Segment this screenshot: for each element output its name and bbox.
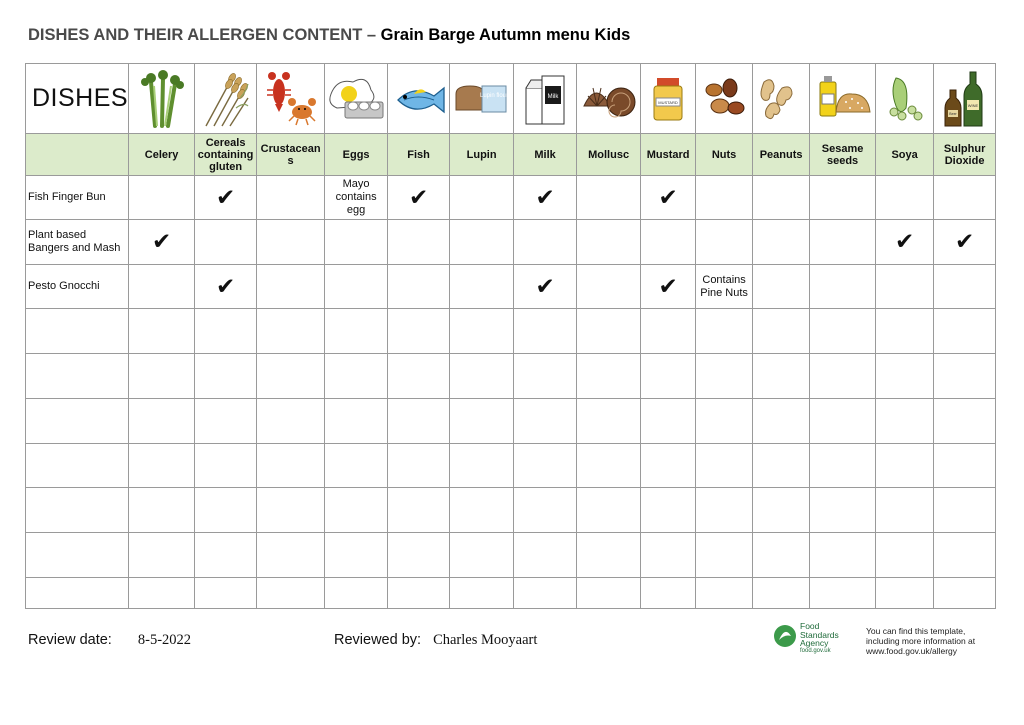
allergen-cell [129,354,195,399]
review-date-value: 8-5-2022 [137,632,192,648]
lupin-icon [452,68,512,130]
allergen-cell [388,488,450,533]
allergen-cell [577,220,641,265]
reviewed-by-label: Reviewed by: [334,632,422,648]
allergen-cell [810,220,876,265]
allergen-cell [514,533,577,578]
allergen-label-eggs: Eggs [325,134,388,176]
allergen-label-sesame: Sesame seeds [810,134,876,176]
allergen-cell [388,578,450,609]
table-row [26,444,996,488]
allergen-cell [753,309,810,354]
allergen-tick: ✔ [641,265,696,309]
allergen-cell [325,220,388,265]
allergen-cell [450,220,514,265]
mollusc-icon [580,68,638,130]
allergen-label-soya: Soya [876,134,934,176]
allergen-cell [257,220,325,265]
milk-icon [522,68,568,130]
allergen-cell [696,399,753,444]
allergen-cell [450,176,514,220]
fsa-url: food.gov.uk [800,648,831,654]
allergen-cell [876,176,934,220]
allergen-tick: ✔ [514,176,577,220]
celery-icon [137,68,187,130]
dish-name-cell [26,578,129,609]
review-date-label: Review date: [28,632,112,648]
fsa-name-1: Food [800,621,820,631]
allergen-cell [810,399,876,444]
allergen-cell [641,578,696,609]
reviewed-by [334,632,537,649]
allergen-cell [514,354,577,399]
allergen-label-fish: Fish [388,134,450,176]
allergen-label-peanuts: Peanuts [753,134,810,176]
allergen-cell [753,578,810,609]
allergen-cell [810,176,876,220]
table-row [26,399,996,444]
allergen-cell [577,309,641,354]
allergen-cell [876,309,934,354]
allergen-cell [257,533,325,578]
allergen-cell [129,309,195,354]
allergen-table [25,63,996,609]
peanuts-icon [756,68,806,130]
svg-text:Lupin flour: Lupin flour [479,92,508,99]
soya-icon [880,68,930,130]
allergen-cell [514,488,577,533]
allergen-cell [934,444,996,488]
allergen-cell [129,444,195,488]
allergen-cell [696,444,753,488]
fsa-name-2: Standards [800,629,839,640]
crustaceans-icon [264,68,318,130]
allergen-cell [195,444,257,488]
allergen-cell [876,265,934,309]
allergen-cell [450,354,514,399]
allergen-cell [325,488,388,533]
allergen-label-crustaceans: Crustacean s [257,134,325,176]
dish-name-cell [26,399,129,444]
allergen-cell [696,488,753,533]
dish-name-cell [26,488,129,533]
allergen-cell [753,533,810,578]
table-row [26,176,996,220]
allergen-cell [325,309,388,354]
dish-name-cell: Fish Finger Bun [26,176,129,220]
fsa-name-3: Agency [800,638,829,648]
allergen-cell [696,176,753,220]
table-row [26,578,996,609]
allergen-cell [257,399,325,444]
allergen-cell [257,354,325,399]
dishes-header: DISHES [26,64,129,134]
allergen-label-row [26,134,996,176]
svg-text:MUSTARD: MUSTARD [658,99,678,105]
allergen-cell [876,578,934,609]
dish-rows [26,176,996,609]
allergen-cell [257,488,325,533]
allergen-cell [577,444,641,488]
allergen-cell [325,265,388,309]
svg-text:Beer: Beer [948,111,957,116]
allergen-cell [388,533,450,578]
allergen-cell [129,578,195,609]
allergen-cell [514,399,577,444]
allergen-label-lupin: Lupin [450,134,514,176]
allergen-cell [257,265,325,309]
allergen-cell [934,265,996,309]
allergen-cell [753,354,810,399]
allergen-cell [641,220,696,265]
allergen-label-mustard: Mustard [641,134,696,176]
allergen-cell [325,578,388,609]
allergen-cell [696,220,753,265]
allergen-cell [876,533,934,578]
allergen-tick: ✔ [195,176,257,220]
allergen-cell [388,265,450,309]
allergen-cell [129,533,195,578]
allergen-tick: ✔ [129,220,195,265]
nuts-icon [700,68,748,130]
allergen-cell [325,533,388,578]
allergen-tick: ✔ [195,265,257,309]
dish-name-cell [26,309,129,354]
allergen-cell [325,444,388,488]
allergen-cell [753,220,810,265]
label-spacer [26,134,129,176]
document-title [28,26,630,45]
dish-name-cell: Plant based Bangers and Mash [26,220,129,265]
allergen-cell [810,533,876,578]
allergen-cell [514,444,577,488]
allergen-tick: ✔ [934,220,996,265]
allergen-cell [641,444,696,488]
template-note-1: You can find this template, [866,626,966,636]
cereals-icon [200,68,252,130]
allergen-cell [810,578,876,609]
allergen-cell [388,399,450,444]
title-prefix: DISHES AND THEIR ALLERGEN CONTENT – [28,26,377,44]
icon-row [26,64,996,134]
allergen-cell [753,265,810,309]
allergen-label-celery: Celery [129,134,195,176]
allergen-cell [641,488,696,533]
allergen-cell [577,265,641,309]
sesame-icon [814,68,872,130]
fish-icon [390,68,448,130]
allergen-cell [388,354,450,399]
allergen-cell [450,265,514,309]
allergen-cell [641,354,696,399]
allergen-cell [934,176,996,220]
dish-name-cell: Pesto Gnocchi [26,265,129,309]
mustard-icon [648,68,688,130]
allergen-cell [641,309,696,354]
allergen-cell [577,578,641,609]
allergen-cell [876,354,934,399]
allergen-cell [934,399,996,444]
allergen-cell [876,444,934,488]
allergen-cell [325,399,388,444]
svg-text:Milk: Milk [547,93,559,100]
allergen-label-sulphur-dioxide: Sulphur Dioxide [934,134,996,176]
table-row [26,309,996,354]
allergen-cell [450,309,514,354]
allergen-cell [810,488,876,533]
title-main: Grain Barge Autumn menu Kids [380,26,631,44]
allergen-cell [195,354,257,399]
allergen-cell [257,309,325,354]
allergen-tick: ✔ [876,220,934,265]
allergen-cell [577,176,641,220]
reviewed-by-value: Charles Mooyaart [433,632,538,648]
allergen-cell [195,220,257,265]
allergen-cell [810,265,876,309]
allergen-cell [195,399,257,444]
allergen-cell [450,533,514,578]
allergen-cell [810,309,876,354]
allergen-cell [195,309,257,354]
allergen-tick: ✔ [514,265,577,309]
allergen-label-milk: Milk [514,134,577,176]
template-note-2: including more information at [866,636,976,646]
allergen-cell [753,399,810,444]
allergen-cell [876,488,934,533]
allergen-cell [514,309,577,354]
allergen-cell [129,488,195,533]
allergen-cell [257,444,325,488]
allergen-cell [696,354,753,399]
allergen-note: Contains Pine Nuts [696,265,753,309]
allergen-cell [577,533,641,578]
allergen-cell [934,354,996,399]
template-note [866,626,975,656]
allergen-cell [810,354,876,399]
allergen-cell [195,533,257,578]
table-row [26,488,996,533]
table-row [26,265,996,309]
allergen-cell [577,488,641,533]
allergen-cell [388,309,450,354]
allergen-tick: ✔ [641,176,696,220]
allergen-cell [388,444,450,488]
allergen-cell [696,533,753,578]
allergen-label-nuts: Nuts [696,134,753,176]
allergen-cell [450,444,514,488]
allergen-cell [810,444,876,488]
allergen-cell [450,488,514,533]
table-row [26,533,996,578]
fsa-name [800,622,839,648]
allergen-cell [641,399,696,444]
allergen-cell [257,176,325,220]
allergen-cell [129,399,195,444]
allergen-cell [325,354,388,399]
svg-text:WINE: WINE [967,102,978,108]
dish-name-cell [26,533,129,578]
allergen-cell [129,265,195,309]
allergen-cell [641,533,696,578]
allergen-cell [257,578,325,609]
dish-name-cell [26,354,129,399]
sulphur-dioxide-icon [940,68,990,130]
table-row [26,354,996,399]
allergen-cell [388,220,450,265]
allergen-cell [753,176,810,220]
allergen-cell [696,309,753,354]
allergen-note: Mayo contains egg [325,176,388,220]
allergen-cell [514,220,577,265]
allergen-tick: ✔ [388,176,450,220]
allergen-cell [577,354,641,399]
allergen-cell [876,399,934,444]
template-note-3: www.food.gov.uk/allergy [866,646,958,656]
allergen-cell [934,533,996,578]
allergen-cell [514,578,577,609]
dish-name-cell [26,444,129,488]
allergen-label-cereals: Cereals containing gluten [195,134,257,176]
allergen-cell [934,488,996,533]
allergen-cell [753,444,810,488]
allergen-cell [753,488,810,533]
allergen-cell [934,309,996,354]
allergen-cell [450,399,514,444]
review-date [28,632,191,649]
allergen-cell [450,578,514,609]
table-row [26,220,996,265]
allergen-cell [696,578,753,609]
allergen-cell [195,578,257,609]
allergen-cell [577,399,641,444]
allergen-cell [129,176,195,220]
eggs-icon [327,68,385,130]
allergen-label-mollusc: Mollusc [577,134,641,176]
allergen-cell [195,488,257,533]
allergen-cell [934,578,996,609]
